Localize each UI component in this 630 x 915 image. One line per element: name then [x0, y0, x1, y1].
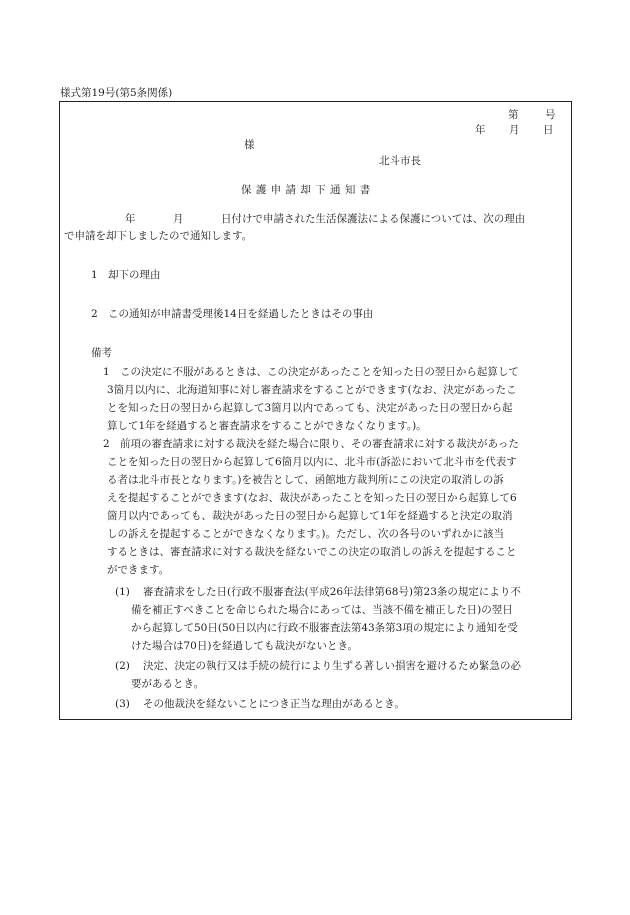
note-1-line: 算して1年を経過すると審査請求をすることができなくなります。)。	[107, 420, 427, 432]
sub-item-1-line: けた場合は70日)を経過しても裁決がないとき。	[131, 640, 359, 652]
sub-item-1-number: (1)	[115, 586, 130, 598]
date-year: 年	[475, 124, 486, 136]
sub-item-3-line: その他裁決を経ないことにつき正当な理由があるとき。	[143, 698, 405, 710]
note-2-line: ができます。	[107, 564, 170, 576]
sub-item-2-number: (2)	[115, 660, 130, 672]
note-1-line: とを知った日の翌日から起算して3箇月以内であっても、決定があった日の翌日から起	[107, 402, 513, 414]
note-2-number: 2	[103, 438, 110, 450]
note-2-line: ことを知った日の翌日から起算して6箇月以内に、北斗市(訴訟において北斗市を代表す	[107, 456, 517, 468]
item-2-number: 2	[91, 308, 98, 320]
note-1-number: 1	[103, 366, 110, 378]
document-title: 保 護 申 請 却 下 通 知 書	[241, 184, 371, 196]
issuer-name: 北斗市長	[379, 155, 421, 167]
intro-line-2: で申請を却下しましたので通知します。	[64, 230, 253, 242]
note-2-line: 箇月以内であっても、裁決があった日の翌日から起算して1年を経過すると決定の取消	[107, 510, 513, 522]
number-prefix: 第	[508, 109, 519, 121]
sub-item-3-number: (3)	[115, 698, 130, 710]
note-2-line: る者は北斗市長となります。)を被告として、函館地方裁判所にこの決定の取消しの訴	[107, 474, 504, 486]
sub-item-2-line: 要があるとき。	[131, 678, 205, 690]
sub-item-1-line: 備を補正すべきことを命じられた場合にあっては、当該不備を補正した日)の翌日	[131, 604, 513, 616]
note-2-line: するときは、審査請求に対する裁決を経ないでこの決定の取消しの訴えを提起すること	[107, 546, 517, 558]
number-suffix: 号	[545, 109, 556, 121]
item-1-number: 1	[91, 269, 98, 281]
note-2-line: えを提起することができます(なお、裁決があったことを知った日の翌日から起算して6	[107, 492, 517, 504]
note-1-line: 3箇月以内に、北海道知事に対し審査請求をすることができます(なお、決定があったこ	[107, 384, 517, 396]
item-2-text: この通知が申請書受理後14日を経過したときはその事由	[108, 308, 374, 320]
sub-item-1-line: から起算して50日(50日以内に行政不服審査法第43条第3項の規定により通知を受	[131, 622, 518, 634]
addressee-suffix: 様	[244, 139, 255, 151]
note-2-line: 前項の審査請求に対する裁決を経た場合に限り、その審査請求に対する裁決があった	[120, 438, 519, 450]
date-month: 月	[509, 124, 520, 136]
sub-item-1-line: 審査請求をした日(行政不服審査法(平成26年法律第68号)第23条の規定により不	[143, 586, 521, 598]
sub-item-2-line: 決定、決定の執行又は手続の続行により生ずる著しい損害を避けるため緊急の必	[143, 660, 521, 672]
item-1-text: 却下の理由	[108, 269, 161, 281]
date-day: 日	[543, 124, 554, 136]
note-1-line: この決定に不服があるときは、この決定があったことを知った日の翌日から起算して	[120, 366, 519, 378]
intro-month: 月	[173, 213, 184, 225]
intro-line-1: 日付けで申請された生活保護法による保護については、次の理由	[221, 213, 526, 225]
intro-year: 年	[125, 213, 136, 225]
remarks-heading: 備考	[91, 347, 112, 359]
note-2-line: しの訴えを提起することができなくなります。)。ただし、次の各号のいずれかに該当	[107, 528, 505, 540]
form-number-label: 様式第19号(第5条関係)	[60, 87, 173, 99]
